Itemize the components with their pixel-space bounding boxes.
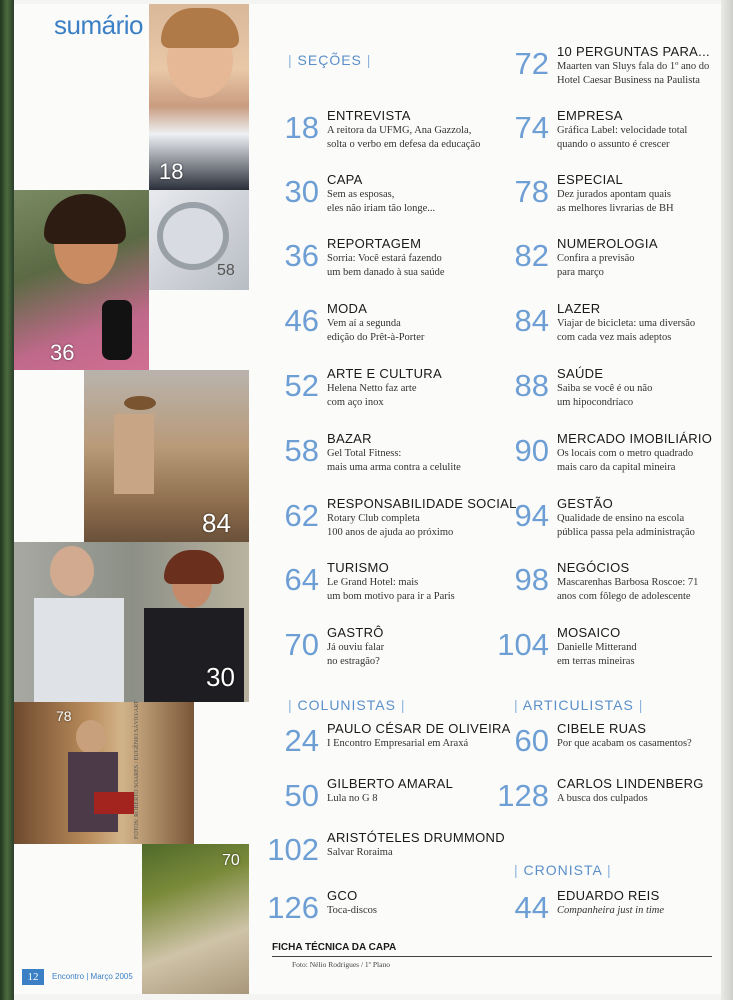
entry-title: GESTÃO: [557, 496, 613, 511]
entry-desc: um hipocondríaco: [557, 397, 634, 408]
entry-desc: A busca dos culpados: [557, 793, 648, 804]
entry-title: CARLOS LINDENBERG: [557, 776, 704, 791]
entry-desc: Saiba se você é ou não: [557, 383, 653, 394]
entry-desc: para março: [557, 267, 604, 278]
page-number: 98: [514, 562, 549, 597]
photo-number: 36: [50, 340, 75, 365]
photo-number: 78: [56, 708, 72, 724]
page-number: 128: [497, 778, 549, 813]
toc-entry[interactable]: [514, 108, 688, 168]
entry-desc: Vem aí a segunda: [327, 318, 401, 329]
page-folio: 12: [22, 969, 44, 985]
cover-credit-heading: FICHA TÉCNICA DA CAPA: [272, 942, 397, 953]
cover-photo-credit: Foto: Nélio Rodrigues / 1º Plano: [292, 960, 390, 969]
entry-desc: solta o verbo em defesa da educação: [327, 139, 481, 150]
entry-desc: com aço inox: [327, 397, 384, 408]
page-number: 52: [284, 368, 319, 403]
entry-desc: um bem danado à sua saúde: [327, 267, 445, 278]
toc-entry[interactable]: [284, 431, 461, 491]
toc-entry[interactable]: [497, 625, 637, 685]
entry-desc: anos com fôlego de adolescente: [557, 591, 691, 602]
section-head-secoes: | SEÇÕES |: [288, 52, 372, 68]
toc-entry[interactable]: [514, 888, 665, 948]
entry-title: NUMEROLOGIA: [557, 236, 658, 251]
page-number: 94: [514, 498, 549, 533]
entry-title: EMPRESA: [557, 108, 623, 123]
entry-desc: Qualidade de ensino na escola: [557, 513, 685, 524]
toc-entry[interactable]: [514, 366, 653, 426]
page-number: 102: [267, 832, 319, 867]
entry-desc: Maarten van Sluys fala do 1º ano do: [557, 61, 710, 72]
toc-entry[interactable]: [284, 776, 454, 836]
entry-desc: as melhores livrarias de BH: [557, 203, 674, 214]
entry-desc: Le Grand Hotel: mais: [327, 577, 419, 588]
page-number: 84: [514, 303, 549, 338]
entry-title: MERCADO IMOBILIÁRIO: [557, 431, 713, 446]
photo-number: 58: [217, 262, 235, 279]
toc-entry[interactable]: [284, 366, 442, 426]
toc-entry[interactable]: [514, 431, 713, 491]
toc-entry[interactable]: [514, 236, 658, 296]
page-number: 126: [267, 890, 319, 925]
entry-desc: pública passa pela administração: [557, 527, 695, 538]
page-number: 44: [514, 890, 549, 925]
entry-title: GASTRÔ: [327, 625, 384, 640]
toc-entry[interactable]: [514, 721, 692, 781]
toc-entry[interactable]: [284, 625, 385, 685]
toc-entry[interactable]: [284, 301, 425, 361]
page-number: 46: [284, 303, 319, 338]
entry-desc: Helena Netto faz arte: [327, 383, 417, 394]
entry-desc: quando o assunto é crescer: [557, 139, 670, 150]
section-head-cronista: | CRONISTA |: [514, 862, 612, 878]
entry-desc: Lula no G 8: [327, 793, 378, 804]
entry-title: ARISTÓTELES DRUMMOND: [327, 830, 505, 845]
page-number: 78: [514, 174, 549, 209]
entry-desc: em terras mineiras: [557, 656, 635, 667]
entry-desc: Sorria: Você estará fazendo: [327, 253, 442, 264]
magazine-name: Encontro | Março 2005: [52, 972, 133, 981]
page-number: 90: [514, 433, 549, 468]
photo-credit: FOTOS: ROBERTO SOARES / EUGÊNIO SÁVIO/ART: [134, 700, 140, 839]
photo-number: 70: [222, 852, 240, 869]
entry-title: BAZAR: [327, 431, 372, 446]
photo-watch: [149, 190, 249, 290]
page-number: 104: [497, 627, 549, 662]
page-title: sumário: [54, 10, 143, 40]
entry-title: GCO: [327, 888, 358, 903]
page-number: 64: [284, 562, 319, 597]
entry-title: TURISMO: [327, 560, 390, 575]
entry-title: EDUARDO REIS: [557, 888, 660, 903]
entry-desc: um bom motivo para ir a Paris: [327, 591, 455, 602]
entry-desc: Gráfica Label: velocidade total: [557, 125, 688, 136]
entry-desc: no estragão?: [327, 656, 380, 667]
page-number: 18: [284, 110, 319, 145]
toc-entry[interactable]: [514, 44, 710, 104]
magazine-spine: [0, 0, 14, 1000]
page-number: 74: [514, 110, 549, 145]
entry-desc: Confira a previsão: [557, 253, 635, 264]
entry-title: ESPECIAL: [557, 172, 623, 187]
page-number: 30: [284, 174, 319, 209]
entry-desc: Rotary Club completa: [327, 513, 420, 524]
photo-number: 18: [159, 159, 184, 184]
entry-desc: mais uma arma contra a celulite: [327, 462, 461, 473]
page-number: 70: [284, 627, 319, 662]
photo-couple: [14, 542, 249, 702]
entry-desc: Toca-discos: [327, 905, 377, 916]
entry-desc: Salvar Roraima: [327, 847, 393, 858]
photo-food: [142, 844, 249, 994]
entry-desc: edição do Prêt-à-Porter: [327, 332, 425, 343]
entry-desc: 100 anos de ajuda ao próximo: [327, 527, 454, 538]
page-number: 58: [284, 433, 319, 468]
entry-desc: Já ouviu falar: [327, 642, 385, 653]
toc-entry[interactable]: [284, 721, 511, 781]
entry-desc: Os locais com o metro quadrado: [557, 448, 694, 459]
entry-title: ARTE E CULTURA: [327, 366, 442, 381]
photo-woman-bottle: [14, 190, 149, 370]
entry-desc: Sem as esposas,: [327, 189, 395, 200]
toc-entry[interactable]: [284, 560, 455, 620]
entry-title: ENTREVISTA: [327, 108, 411, 123]
entry-title: RESPONSABILIDADE SOCIAL: [327, 496, 517, 511]
photo-cyclist: [84, 370, 249, 542]
toc-entry[interactable]: [284, 236, 445, 296]
entry-title: PAULO CÉSAR DE OLIVEIRA: [327, 721, 511, 736]
toc-entry[interactable]: [497, 776, 704, 836]
entry-title: NEGÓCIOS: [557, 560, 630, 575]
entry-desc: Por que acabam os casamentos?: [557, 738, 692, 749]
entry-desc: Hotel Caesar Business na Paulista: [557, 75, 700, 86]
toc-entry[interactable]: [284, 108, 481, 168]
photo-reitora: [149, 4, 249, 190]
entry-title: MOSAICO: [557, 625, 621, 640]
contents-page: [14, 4, 721, 994]
toc-entry[interactable]: [284, 496, 517, 556]
page-number: 72: [514, 46, 549, 81]
entry-desc: eles não iriam tão longe...: [327, 203, 436, 214]
page-number: 60: [514, 723, 549, 758]
entry-title: CIBELE RUAS: [557, 721, 647, 736]
page-number: 36: [284, 238, 319, 273]
toc-entry[interactable]: [514, 172, 674, 232]
page-number: 62: [284, 498, 319, 533]
page-number: 24: [284, 723, 319, 758]
photo-number: 30: [206, 662, 235, 692]
entry-desc: A reitora da UFMG, Ana Gazzola,: [327, 125, 472, 136]
entry-title: CAPA: [327, 172, 363, 187]
page-edge: [721, 0, 733, 1000]
entry-desc: Danielle Mitterand: [557, 642, 637, 653]
toc-entry[interactable]: [514, 496, 695, 556]
divider: [272, 956, 712, 957]
photo-bookstore: [14, 702, 194, 844]
entry-title: GILBERTO AMARAL: [327, 776, 454, 791]
entry-desc: Mascarenhas Barbosa Roscoe: 71: [557, 577, 699, 588]
entry-title: SAÚDE: [557, 366, 604, 381]
entry-desc: Gel Total Fitness:: [327, 448, 402, 459]
page-number: 82: [514, 238, 549, 273]
page-number: 88: [514, 368, 549, 403]
toc-entry[interactable]: [284, 172, 436, 232]
toc-entry[interactable]: [514, 560, 699, 620]
entry-desc: mais caro da capital mineira: [557, 462, 676, 473]
section-head-articulistas: | ARTICULISTAS |: [514, 697, 644, 713]
entry-desc: I Encontro Empresarial em Araxá: [327, 738, 469, 749]
toc-entry[interactable]: [267, 830, 505, 890]
entry-desc: Companheira just in time: [557, 905, 665, 916]
entry-title: LAZER: [557, 301, 601, 316]
toc-entry[interactable]: [514, 301, 696, 361]
entry-desc: Viajar de bicicleta: uma diversão: [557, 318, 696, 329]
page-number: 50: [284, 778, 319, 813]
photo-number: 84: [202, 508, 231, 538]
section-head-colunistas: | COLUNISTAS |: [288, 697, 406, 713]
entry-title: 10 PERGUNTAS PARA...: [557, 44, 710, 59]
entry-desc: Dez jurados apontam quais: [557, 189, 672, 200]
toc-entry[interactable]: [267, 888, 377, 948]
entry-title: MODA: [327, 301, 368, 316]
entry-title: REPORTAGEM: [327, 236, 422, 251]
entry-desc: com cada vez mais adeptos: [557, 332, 672, 343]
